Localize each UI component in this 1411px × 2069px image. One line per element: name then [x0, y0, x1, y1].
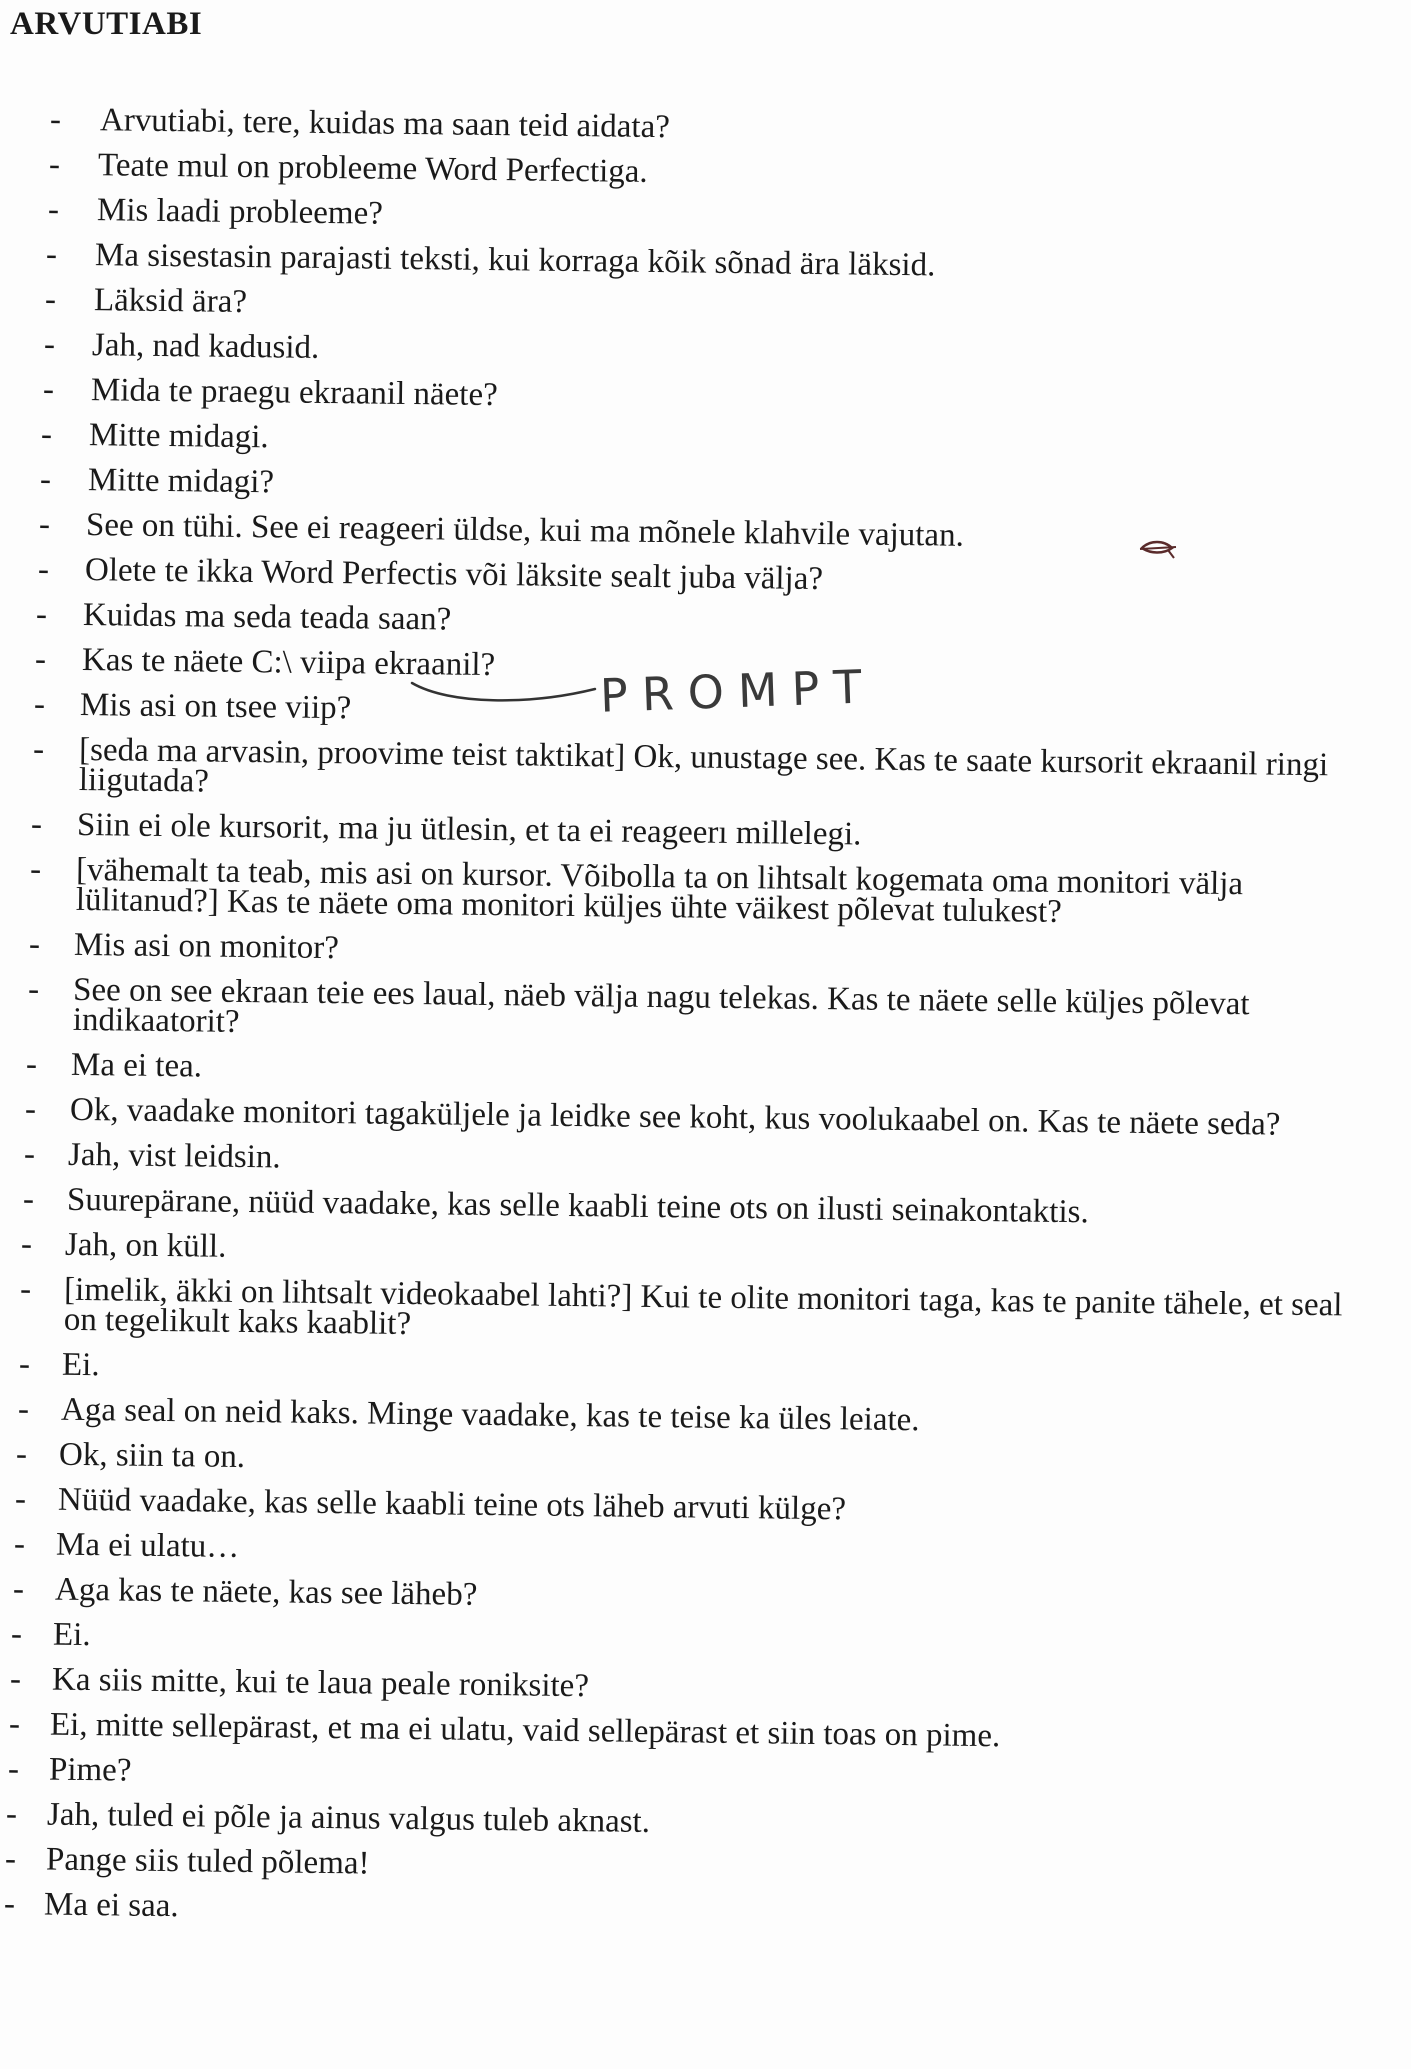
dialogue-dash: -	[4, 1841, 17, 1878]
dialogue-text: Ma sisestasin parajasti teksti, kui korraga kõik sõnad ära läksid.	[94, 237, 936, 284]
dialogue-text: Ei.	[52, 1616, 91, 1654]
dialogue-text: Pime?	[48, 1751, 132, 1789]
dialogue-text: Mitte midagi.	[88, 417, 269, 456]
dialogue-dash: -	[17, 1391, 30, 1428]
dialogue-line	[0, 1391, 1411, 1441]
dialogue-text: Mida te praegu ekraanil näete?	[90, 372, 498, 414]
dialogue-line	[0, 281, 1411, 331]
dialogue-text: Pange siis tuled põlema!	[45, 1841, 370, 1882]
dialogue-text: Mis asi on tsee viip?	[79, 686, 352, 727]
dialogue-list	[0, 101, 1411, 1934]
dialogue-line	[0, 1136, 1411, 1186]
dialogue-text: Aga seal on neid kaks. Minge vaadake, kas te teise ka üles leiate.	[60, 1391, 920, 1439]
dialogue-text: Nüüd vaadake, kas selle kaabli teine ots läheb arvuti külge?	[57, 1481, 847, 1528]
dialogue-line	[0, 926, 1411, 976]
dialogue-dash: -	[8, 1706, 21, 1743]
handwritten-annotation	[599, 659, 880, 723]
dialogue-line	[0, 806, 1411, 856]
dialogue-text: Jah, vist leidsin.	[67, 1136, 281, 1176]
dialogue-dash: -	[37, 551, 50, 588]
dialogue-line	[0, 1346, 1411, 1396]
dialogue-dash: -	[29, 851, 42, 888]
pen-scribble-icon	[1138, 534, 1178, 564]
dialogue-line	[0, 146, 1411, 196]
dialogue-text: See on see ekraan teie ees laual, näeb välja nagu telekas. Kas te näete selle küljes põlevat indikaatorit?	[72, 971, 1250, 1040]
dialogue-dash: -	[48, 146, 61, 183]
dialogue-line	[0, 1571, 1411, 1621]
dialogue-line	[0, 1271, 1411, 1351]
dialogue-dash: -	[3, 1886, 16, 1923]
dialogue-dash: -	[30, 806, 43, 843]
dialogue-text: Ma ei ulatu…	[55, 1526, 240, 1565]
dialogue-line	[0, 851, 1411, 931]
dialogue-line	[0, 1661, 1411, 1711]
dialogue-line	[0, 551, 1411, 601]
dialogue-text: Aga kas te näete, kas see läheb?	[54, 1571, 478, 1613]
dialogue-text: [imelik, äkki on lihtsalt videokaabel lahti?] Kui te olite monitori taga, kas te panite tähele, et seal on tegelikult kaks kaablit?	[63, 1271, 1343, 1343]
dialogue-text: Ma ei saa.	[43, 1886, 179, 1925]
dialogue-text: Teate mul on probleeme Word Perfectiga.	[97, 147, 648, 190]
dialogue-dash: -	[9, 1661, 22, 1698]
dialogue-dash: -	[38, 506, 51, 543]
dialogue-dash: -	[10, 1616, 23, 1653]
dialogue-dash: -	[34, 641, 47, 678]
dialogue-text: Mitte midagi?	[87, 462, 275, 501]
dialogue-dash: -	[40, 416, 53, 453]
dialogue-dash: -	[28, 926, 41, 963]
dialogue-dash: -	[12, 1571, 25, 1608]
dialogue-text: Kuidas ma seda teada saan?	[82, 597, 452, 638]
dialogue-dash: -	[42, 371, 55, 408]
dialogue-dash: -	[24, 1091, 37, 1128]
dialogue-text: Ei.	[61, 1346, 100, 1384]
dialogue-line	[0, 1481, 1411, 1531]
dialogue-dash: -	[18, 1346, 31, 1383]
dialogue-line	[0, 1796, 1411, 1846]
dialogue-text: Arvutiabi, tere, kuidas ma saan teid aidata?	[99, 102, 671, 146]
pen-curve-icon	[410, 675, 600, 715]
dialogue-dash: -	[33, 686, 46, 723]
dialogue-text: Ok, vaadake monitori tagaküljele ja leidke see koht, kus voolukaabel on. Kas te näete seda?	[69, 1091, 1281, 1143]
dialogue-dash: -	[13, 1526, 26, 1563]
dialogue-dash: -	[15, 1436, 28, 1473]
dialogue-line	[0, 1226, 1411, 1276]
dialogue-text: Ok, siin ta on.	[58, 1436, 246, 1475]
dialogue-dash: -	[14, 1481, 27, 1518]
dialogue-dash: -	[35, 596, 48, 633]
dialogue-line	[0, 1526, 1411, 1576]
dialogue-dash: -	[39, 461, 52, 498]
dialogue-dash: -	[19, 1271, 32, 1308]
dialogue-text: Kas te näete C:\ viipa ekraanil?	[81, 642, 496, 684]
dialogue-text: Läksid ära?	[93, 282, 248, 321]
dialogue-text: See on tühi. See ei reageeri üldse, kui ma mõnele klahvile vajutan.	[85, 507, 965, 554]
dialogue-dash: -	[49, 101, 62, 138]
dialogue-text: [seda ma arvasin, proovime teist taktikat] Ok, unustage see. Kas te saate kursorit ekraanil ringi liigutada?	[78, 731, 1329, 800]
dialogue-line	[0, 1841, 1411, 1891]
dialogue-text: Ei, mitte sellepärast, et ma ei ulatu, vaid sellepärast et siin toas on pime.	[49, 1706, 1001, 1755]
dialogue-line	[0, 1706, 1411, 1756]
handwritten-prompt-text: PROMPT	[599, 659, 877, 723]
dialogue-line	[0, 416, 1411, 466]
dialogue-line	[0, 461, 1411, 511]
dialogue-dash: -	[27, 971, 40, 1008]
dialogue-dash: -	[22, 1181, 35, 1218]
dialogue-text: Suurepärane, nüüd vaadake, kas selle kaabli teine ots on ilusti seinakontaktis.	[66, 1181, 1089, 1231]
dialogue-dash: -	[47, 191, 60, 228]
dialogue-line	[0, 1046, 1411, 1096]
dialogue-text: Jah, nad kadusid.	[91, 327, 320, 366]
dialogue-line	[0, 596, 1411, 646]
dialogue-line	[0, 1616, 1411, 1666]
dialogue-text: Ma ei tea.	[70, 1046, 203, 1085]
dialogue-dash: -	[32, 731, 45, 768]
dialogue-dash: -	[43, 326, 56, 363]
dialogue-text: Jah, on küll.	[64, 1226, 227, 1265]
dialogue-line	[0, 371, 1411, 421]
dialogue-text: Jah, tuled ei põle ja ainus valgus tuleb aknast.	[46, 1796, 651, 1840]
dialogue-line	[0, 101, 1411, 151]
dialogue-text: Ka siis mitte, kui te laua peale roniksite?	[51, 1661, 590, 1705]
dialogue-text: Mis asi on monitor?	[73, 926, 340, 967]
dialogue-dash: -	[7, 1751, 20, 1788]
dialogue-text: Olete te ikka Word Perfectis või läksite sealt juba välja?	[84, 552, 824, 598]
dialogue-line	[0, 1091, 1411, 1143]
dialogue-line	[0, 236, 1411, 286]
dialogue-line	[0, 731, 1411, 811]
dialogue-dash: -	[25, 1046, 38, 1083]
dialogue-text: Mis laadi probleeme?	[96, 192, 384, 232]
dialogue-line	[0, 1751, 1411, 1801]
dialogue-text: [vähemalt ta teab, mis asi on kursor. Võibolla ta on lihtsalt kogemata oma monitori välja lülitanud?] Kas te näete oma monitori küljes ühte väikest põlevat tulukest?	[75, 851, 1244, 930]
dialogue-dash: -	[23, 1136, 36, 1173]
dialogue-line	[0, 326, 1411, 376]
dialogue-dash: -	[20, 1226, 33, 1263]
dialogue-line	[0, 1886, 1411, 1936]
dialogue-dash: -	[44, 281, 57, 318]
document-title: ARVUTIABI	[10, 6, 203, 42]
dialogue-dash: -	[5, 1796, 18, 1833]
dialogue-line	[0, 1436, 1411, 1486]
dialogue-line	[0, 506, 1411, 556]
dialogue-text: Siin ei ole kursorit, ma ju ütlesin, et ta ei reageerı millelegi.	[76, 806, 862, 853]
dialogue-line	[0, 971, 1411, 1051]
dialogue-line	[0, 1181, 1411, 1231]
dialogue-line	[0, 191, 1411, 241]
dialogue-dash: -	[45, 236, 58, 273]
